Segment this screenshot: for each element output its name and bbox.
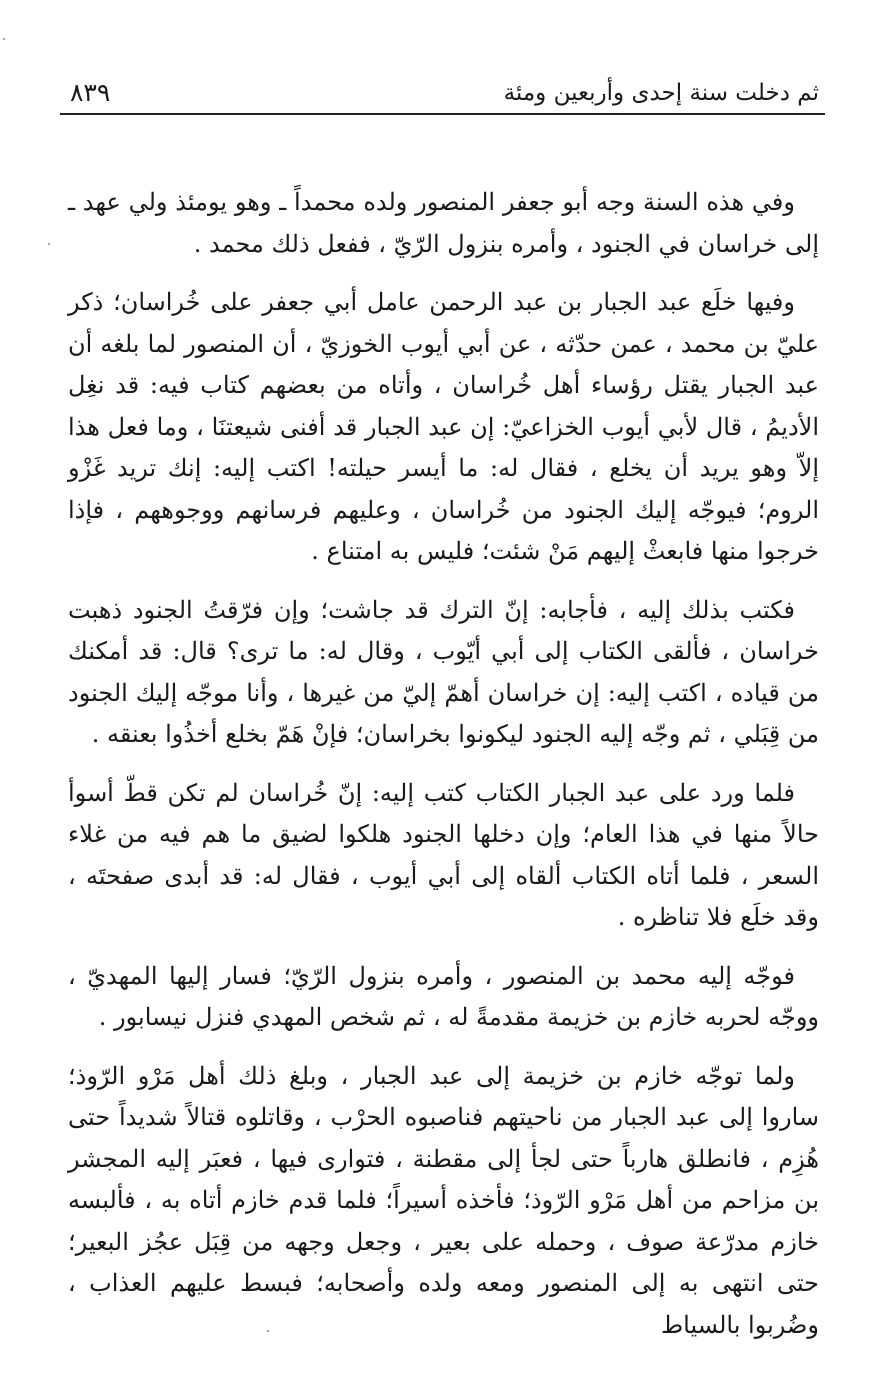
paragraph: وفيها خلَع عبد الجبار بن عبد الرحمن عامل أبي جعفر على خُراسان؛ ذكر عليّ بن محمد ، عمن حدّثه ، عن أبي أيوب الخوزيّ ، أن المنصور لما بلغه أن عبد الجبار يقتل رؤساء أهل خُراسان ، وأتاه من بعضهم كتاب فيه: قد نغِل الأديمُ ، قال لأبي أيوب الخزاعيّ: إن عبد الجبار قد أفنى شيعتنَا ، وما فعل هذا إلاّ وهو يريد أن يخلع ، فقال له: ما أيسر حيلته! اكتب إليه: إنك تريد غَزْو الروم؛ فيوجّه إليك الجنود من خُراسان ، وعليهم فرسانهم ووجوههم ، فإذا خرجوا منها فابعثْ إليهم مَنْ شئت؛ فليس به امتناع . xyxy=(68,288,819,565)
paragraph: فوجّه إليه محمد بن المنصور ، وأمره بنزول الرّيّ؛ فسار إليها المهديّ ، ووجّه لحربه خازم بن خزيمة مقدمةً له ، ثم شخص المهدي فنزل نيسابور . xyxy=(68,961,819,1031)
scan-speck xyxy=(48,243,50,245)
paragraph: فكتب بذلك إليه ، فأجابه: إنّ الترك قد جاشت؛ وإن فرّقتُ الجنود ذهبت خراسان ، فألقى الكتاب إلى أبي أيّوب ، وقال له: ما ترى؟ قال: قد أمكنك من قياده ، اكتب إليه: إن خراسان أهمّ إليّ من غيرها ، وأنا موجّه إليك الجنود من قِبَلي ، ثم وجّه إليه الجنود ليكونوا بخراسان؛ فإنْ هَمّ بخلع أخذُوا بعنقه . xyxy=(68,595,819,748)
running-header xyxy=(70,72,819,112)
paragraph: فلما ورد على عبد الجبار الكتاب كتب إليه: إنّ خُراسان لم تكن قطّ أسوأ حالاً منها في هذا العام؛ وإن دخلها الجنود هلكوا لضيق ما هم فيه من غلاء السعر ، فلما أتاه الكتاب ألقاه إلى أبي أيوب ، فقال له: قد أبدى صفحتَه ، وقد خلَع فلا تناظره . xyxy=(68,778,819,931)
scan-speck xyxy=(3,38,5,40)
page-number: ٨٣٩ xyxy=(70,78,111,107)
page-body xyxy=(68,182,819,1346)
paragraph: وفي هذه السنة وجه أبو جعفر المنصور ولده محمداً ـ وهو يومئذ ولي عهد ـ إلى خراسان في الجنود ، وأمره بنزول الرّيّ ، ففعل ذلك محمد . xyxy=(68,188,819,258)
scan-speck xyxy=(267,1330,269,1332)
header-divider xyxy=(60,113,825,115)
chapter-heading: ثم دخلت سنة إحدى وأربعين ومئة xyxy=(503,80,819,106)
paragraph: ولما توجّه خازم بن خزيمة إلى عبد الجبار ، وبلغ ذلك أهل مَرْو الرّوذ؛ ساروا إلى عبد الجبار من ناحيتهم فناصبوه الحرْب ، وقاتلوه قتالاً شديداً حتى هُزِم ، فانطلق هارباً حتى لجأ إلى مقطنة ، فتوارى فيها ، فعبَر إليه المجشر بن مزاحم من أهل مَرْو الرّوذ؛ فأخذه أسيراً؛ فلما قدم خازم أتاه به ، فألبسه خازم مدرّعة صوف ، وحمله على بعير ، وجعل وجهه من قِبَل عجُز البعير؛ حتى انتهى به إلى المنصور ومعه ولده وأصحابه؛ فبسط عليهم العذاب ، وضُربوا بالسياط xyxy=(68,1061,820,1339)
